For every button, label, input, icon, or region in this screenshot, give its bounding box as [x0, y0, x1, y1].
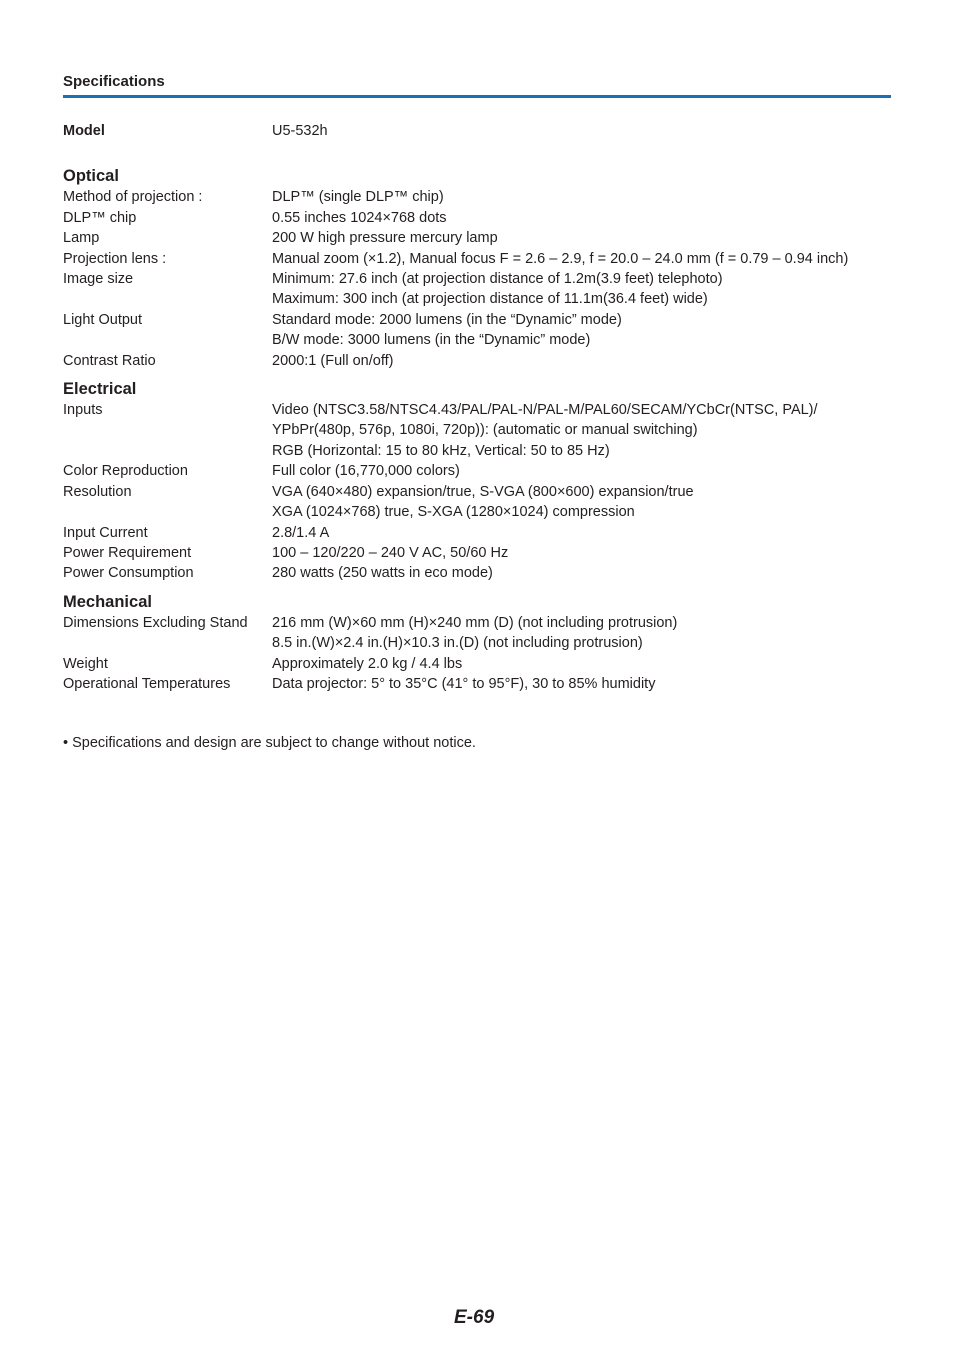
spec-row	[63, 400, 891, 461]
spec-value: Minimum: 27.6 inch (at projection distance of 1.2m(3.9 feet) telephoto)	[272, 271, 723, 288]
spec-value: 8.5 in.(W)×2.4 in.(H)×10.3 in.(D) (not including protrusion)	[272, 635, 643, 652]
spec-values	[272, 228, 891, 248]
spec-value: RGB (Horizontal: 15 to 80 kHz, Vertical: 50 to 85 Hz)	[272, 442, 610, 459]
spec-label: Dimensions Excluding Stand	[63, 614, 248, 631]
spec-value: Approximately 2.0 kg / 4.4 lbs	[272, 655, 463, 672]
spec-values	[272, 482, 891, 523]
spec-row	[63, 674, 891, 694]
spec-label: Lamp	[63, 230, 100, 247]
spec-row	[63, 310, 891, 351]
spec-value: 200 W high pressure mercury lamp	[272, 230, 498, 247]
spec-label: Projection lens :	[63, 250, 167, 267]
spec-row	[63, 654, 891, 674]
spec-row	[63, 523, 891, 543]
spec-value: Full color (16,770,000 colors)	[272, 463, 460, 480]
spec-sections	[63, 166, 891, 694]
spec-row	[63, 208, 891, 228]
spec-value: DLP™ (single DLP™ chip)	[272, 189, 444, 206]
spec-row	[63, 269, 891, 310]
section-heading: Optical	[63, 167, 119, 186]
footnote: • Specifications and design are subject to change without notice.	[63, 735, 476, 751]
spec-label: Resolution	[63, 483, 132, 500]
spec-label: Contrast Ratio	[63, 352, 156, 369]
spec-label: Color Reproduction	[63, 463, 188, 480]
spec-value: Data projector: 5° to 35°C (41° to 95°F), 30 to 85% humidity	[272, 675, 656, 692]
spec-row	[63, 613, 891, 654]
spec-value: YPbPr(480p, 576p, 1080i, 720p)): (automatic or manual switching)	[272, 422, 698, 439]
spec-label: Power Requirement	[63, 544, 192, 561]
spec-label: Inputs	[63, 402, 103, 419]
spec-value: Manual zoom (×1.2), Manual focus F = 2.6 – 2.9, f = 20.0 – 24.0 mm (f = 0.79 – 0.94 inch)	[272, 250, 849, 267]
spec-row	[63, 482, 891, 523]
spec-value: VGA (640×480) expansion/true, S-VGA (800×600) expansion/true	[272, 483, 694, 500]
spec-values	[272, 351, 891, 371]
spec-row	[63, 187, 891, 207]
spec-values	[272, 523, 891, 543]
model-row	[63, 121, 891, 141]
spec-values	[272, 249, 891, 269]
spec-value: XGA (1024×768) true, S-XGA (1280×1024) compression	[272, 504, 635, 521]
spec-row	[63, 543, 891, 563]
section-heading: Electrical	[63, 380, 137, 399]
spec-value: 216 mm (W)×60 mm (H)×240 mm (D) (not including protrusion)	[272, 614, 678, 631]
spec-label: Weight	[63, 655, 108, 672]
spec-values	[272, 208, 891, 228]
spec-row	[63, 563, 891, 583]
spec-value: Video (NTSC3.58/NTSC4.43/PAL/PAL-N/PAL-M/PAL60/SECAM/YCbCr(NTSC, PAL)/	[272, 402, 818, 419]
spec-value: Standard mode: 2000 lumens (in the “Dynamic” mode)	[272, 311, 622, 328]
spec-label: Input Current	[63, 524, 148, 541]
spec-value: 280 watts (250 watts in eco mode)	[272, 565, 493, 582]
spec-row	[63, 461, 891, 481]
spec-values	[272, 613, 891, 654]
spec-value: 2000:1 (Full on/off)	[272, 352, 394, 369]
page-number: E-69	[454, 1307, 495, 1328]
spec-values	[272, 400, 891, 461]
header-rule	[63, 95, 891, 98]
spec-label: Operational Temperatures	[63, 675, 231, 692]
spec-values	[272, 543, 891, 563]
section-heading: Mechanical	[63, 592, 152, 611]
spec-label: Method of projection :	[63, 189, 203, 206]
spec-content	[63, 121, 891, 694]
spec-values	[272, 563, 891, 583]
spec-row	[63, 228, 891, 248]
spec-label: Image size	[63, 271, 134, 288]
spec-values	[272, 674, 891, 694]
page-header-title: Specifications	[63, 73, 165, 90]
spec-values	[272, 269, 891, 310]
spec-row	[63, 351, 891, 371]
spec-row	[63, 249, 891, 269]
spec-value: B/W mode: 3000 lumens (in the “Dynamic” mode)	[272, 332, 591, 349]
spec-values	[272, 461, 891, 481]
spec-value: Maximum: 300 inch (at projection distance of 11.1m(36.4 feet) wide)	[272, 291, 708, 308]
spec-value: 2.8/1.4 A	[272, 524, 330, 541]
spec-label: DLP™ chip	[63, 209, 137, 226]
spec-values	[272, 310, 891, 351]
spec-values	[272, 654, 891, 674]
model-label: Model	[63, 123, 105, 139]
spec-label: Light Output	[63, 311, 142, 328]
spec-values	[272, 187, 891, 207]
spec-label: Power Consumption	[63, 565, 194, 582]
spec-value: 100 – 120/220 – 240 V AC, 50/60 Hz	[272, 544, 509, 561]
model-value: U5-532h	[272, 123, 328, 139]
spec-value: 0.55 inches 1024×768 dots	[272, 209, 447, 226]
